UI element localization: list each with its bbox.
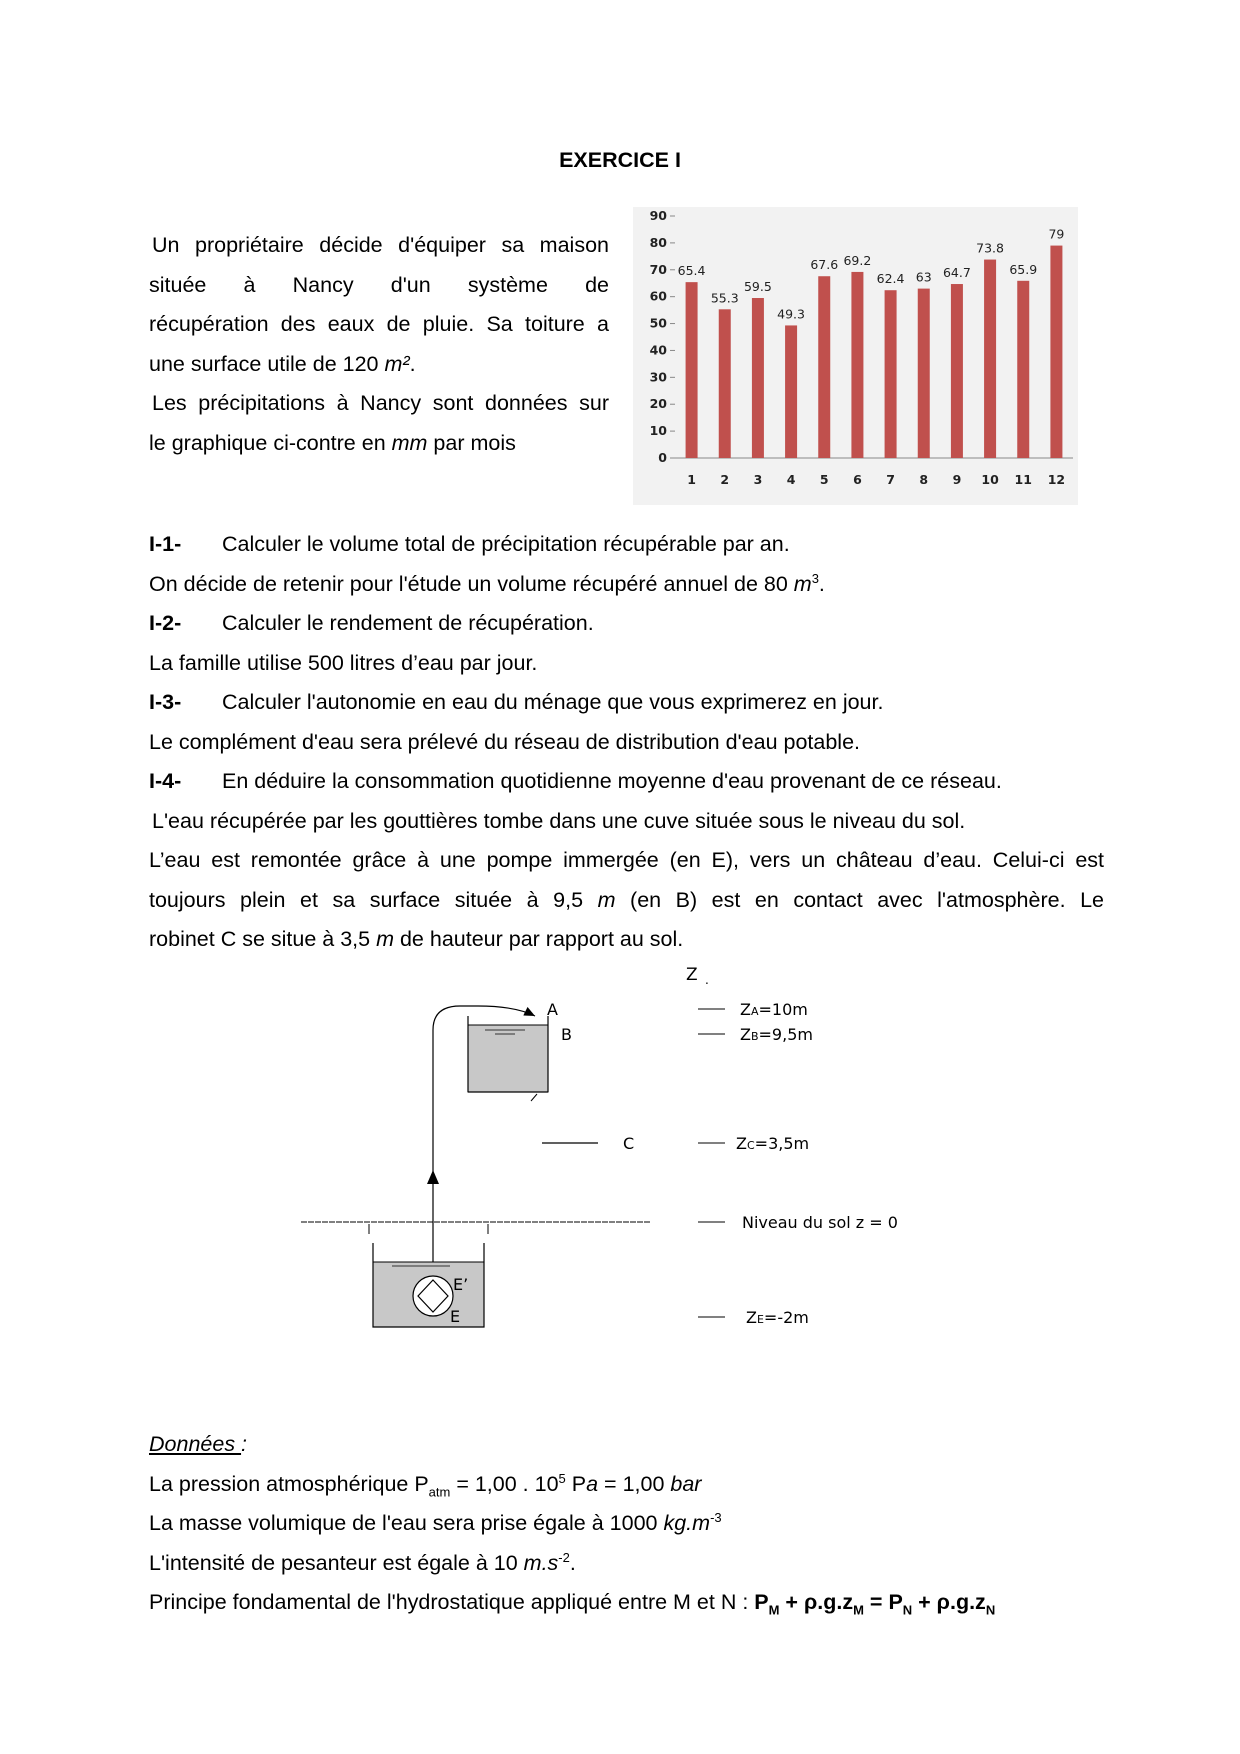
rainfall-chart-svg (633, 207, 1078, 505)
water-tower-diagram (300, 960, 940, 1380)
bar-month-9 (951, 284, 963, 458)
bar-data-label: 55.3 (710, 290, 739, 306)
y-tick-label: 60 (649, 288, 667, 304)
gravity-line: L'intensité de pesanteur est égale à 10 $m.s^{-2}$. (149, 1549, 576, 1575)
z-axis-label: Z (686, 965, 698, 985)
volume-statement: On décide de retenir pour l'étude un volume récupéré annuel de 80 $m^3$. (149, 570, 825, 596)
intro-line-precip: Les précipitations à Nancy sont données sur (152, 391, 609, 415)
intro-line-1: Un propriétaire décide d'équiper sa maison (152, 233, 609, 257)
intro-paragraph (149, 226, 609, 463)
x-tick-label: 5 (819, 472, 829, 487)
bar-month-10 (984, 260, 996, 458)
density-line: La masse volumique de l'eau sera prise égale à 1000 $kg.m^{-3}$ (149, 1509, 722, 1535)
bar-month-5 (818, 276, 830, 458)
x-tick-label: 6 (853, 472, 862, 487)
point-e-prime-label: E’ (453, 1275, 469, 1294)
y-tick-label: 40 (649, 342, 667, 358)
bar-data-label: 69.2 (843, 252, 872, 268)
x-tick-label: 2 (720, 472, 730, 487)
intro-line-surface: une surface utile de 120 m². (149, 351, 416, 376)
question-1: I-1- Calculer le volume total de précipitation récupérable par an. (149, 532, 790, 556)
y-tick-label: 50 (649, 315, 667, 331)
bar-data-label: 65.4 (677, 263, 706, 279)
data-heading: Données : (149, 1432, 248, 1456)
y-tick-label: 20 (649, 396, 667, 412)
hydrostatic-principle-line: Principe fondamental de l'hydrostatique appliqué entre M et N : $P_M + \rho.g.z_M = P_N + \rho.g.z_N$ (149, 1590, 996, 1618)
point-e-label: E (450, 1307, 461, 1326)
exercise-title: EXERCICE I (559, 148, 681, 172)
x-tick-label: 9 (952, 472, 962, 487)
point-c-label: C (623, 1134, 635, 1153)
x-tick-label: 12 (1047, 472, 1066, 487)
hydrostatic-formula: $P_M + \rho.g.z_M = P_N + \rho.g.z_N$ (754, 1590, 996, 1618)
bar-month-8 (918, 289, 930, 458)
bar-data-label: 63 (915, 269, 932, 285)
x-tick-label: 1 (687, 472, 696, 487)
pump-line-3: robinet C se situe à 3,5 m de hauteur par rapport au sol. (149, 927, 684, 951)
za-label: ZA=10m (740, 1000, 808, 1019)
bar-month-11 (1017, 281, 1029, 458)
ze-label: ZE=-2m (746, 1308, 809, 1327)
bar-month-3 (752, 298, 764, 458)
bar-data-label: 73.8 (976, 240, 1005, 256)
question-3: I-3- Calculer l'autonomie en eau du ménage que vous exprimerez en jour. (149, 690, 884, 714)
water-tower-tank (468, 1016, 548, 1101)
x-tick-label: 8 (919, 472, 929, 487)
point-a-label: A (547, 1000, 558, 1019)
bar-month-12 (1050, 246, 1062, 458)
bar-month-7 (885, 290, 897, 458)
ground-level-label: Niveau du sol z = 0 (742, 1213, 898, 1232)
zb-label: ZB=9,5m (740, 1025, 813, 1044)
data-section (149, 1425, 995, 1623)
bar-month-4 (785, 325, 797, 458)
y-tick-label: 10 (649, 423, 667, 439)
y-tick-label: 90 (649, 208, 667, 223)
y-tick-label: 80 (649, 234, 667, 250)
bar-month-1 (686, 282, 698, 458)
patm-line: La pression atmosphérique $P_{atm} = 1,00$ . $10^5$ Pa = 1,00 bar (149, 1470, 702, 1499)
pump-line-2: toujours plein et sa surface située à 9,5 m (en B) est en contact avec l'atmosphère. Le (149, 887, 1105, 912)
question-2: I-2- Calculer le rendement de récupération. (149, 611, 594, 635)
x-tick-label: 7 (886, 472, 895, 487)
intro-line-3: récupération des eaux de pluie. Sa toiture a (149, 312, 609, 336)
x-tick-label: 11 (1014, 472, 1032, 487)
bar-data-label: 64.7 (942, 265, 971, 281)
flow-arrow (427, 1170, 439, 1184)
x-tick-label: 4 (786, 472, 796, 487)
x-tick-label: 10 (981, 472, 999, 487)
complement-statement: Le complément d'eau sera prélevé du réseau de distribution d'eau potable. (149, 729, 861, 754)
bar-data-label: 65.9 (1009, 261, 1038, 277)
questions-block (149, 525, 1104, 960)
y-tick-label: 70 (649, 261, 667, 277)
intro-line-2: située à Nancy d'un système de (149, 272, 609, 297)
pump-icon (413, 1276, 453, 1316)
bar-data-label: 59.5 (743, 279, 772, 295)
bar-data-label: 67.6 (810, 257, 839, 273)
y-tick-label: 0 (658, 450, 667, 465)
zc-label: ZC=3,5m (736, 1134, 810, 1153)
diagram-svg (300, 960, 940, 1380)
usage-statement: La famille utilise 500 litres d’eau par jour. (149, 650, 538, 675)
y-tick-label: 30 (649, 369, 667, 385)
gutter-statement: L'eau récupérée par les gouttières tombe dans une cuve située sous le niveau du sol. (152, 808, 966, 833)
bar-data-label: 49.3 (777, 306, 806, 322)
bar-data-label: 79 (1048, 226, 1065, 242)
question-4: I-4- En déduire la consommation quotidienne moyenne d'eau provenant de ce réseau. (149, 769, 1002, 793)
z-axis-tick: . (705, 973, 709, 987)
bar-month-6 (851, 272, 863, 458)
rainfall-bar-chart (633, 207, 1078, 505)
bar-month-2 (719, 309, 731, 458)
pump-line-1: L’eau est remontée grâce à une pompe immergée (en E), vers un château d’eau. Celui-ci est (149, 848, 1104, 872)
bar-data-label: 62.4 (876, 271, 905, 287)
intro-line-graph: le graphique ci-contre en mm par mois (149, 430, 516, 455)
point-b-label: B (561, 1025, 572, 1044)
x-tick-label: 3 (753, 472, 763, 487)
